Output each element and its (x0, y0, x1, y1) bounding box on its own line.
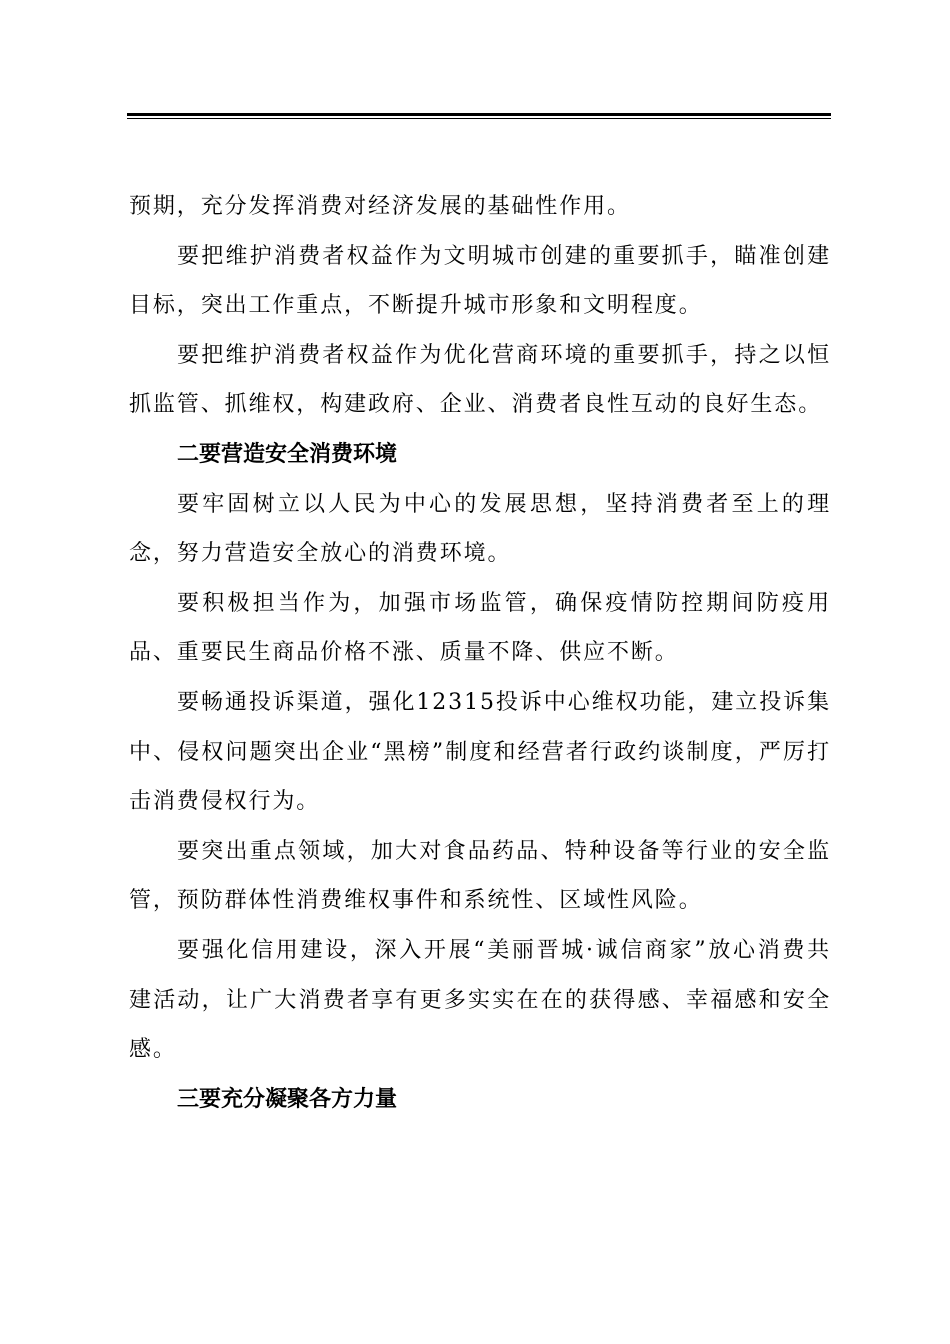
paragraph: 要突出重点领域，加大对食品药品、特种设备等行业的安全监管，预防群体性消费维权事件和系统性、区域性风险。 (129, 838, 831, 914)
paragraph: 要畅通投诉渠道，强化12315投诉中心维权功能，建立投诉集中、侵权问题突出企业“黑榜”制度和经营者行政约谈制度，严厉打击消费侵权行为。 (129, 689, 831, 815)
paragraph: 要把维护消费者权益作为优化营商环境的重要抓手，持之以恒抓监管、抓维权，构建政府、企业、消费者良性互动的良好生态。 (129, 342, 831, 418)
paragraph-continuation: 预期，充分发挥消费对经济发展的基础性作用。 (129, 194, 631, 219)
header-double-rule (127, 113, 831, 120)
paragraph: 要强化信用建设，深入开展“美丽晋城·诚信商家”放心消费共建活动，让广大消费者享有更多实实在在的获得感、幸福感和安全感。 (129, 937, 831, 1063)
section-heading: 三要充分凝聚各方力量 (177, 1086, 398, 1112)
paragraph: 要牢固树立以人民为中心的发展思想，坚持消费者至上的理念，努力营造安全放心的消费环境。 (129, 491, 831, 567)
header-rule-thick (127, 113, 831, 116)
section-heading: 二要营造安全消费环境 (177, 441, 398, 467)
header-rule-thin (127, 118, 831, 119)
paragraph: 要把维护消费者权益作为文明城市创建的重要抓手，瞄准创建目标，突出工作重点，不断提升城市形象和文明程度。 (129, 243, 831, 319)
document-body (129, 182, 831, 1124)
paragraph: 要积极担当作为，加强市场监管，确保疫情防控期间防疫用品、重要民生商品价格不涨、质量不降、供应不断。 (129, 590, 831, 666)
